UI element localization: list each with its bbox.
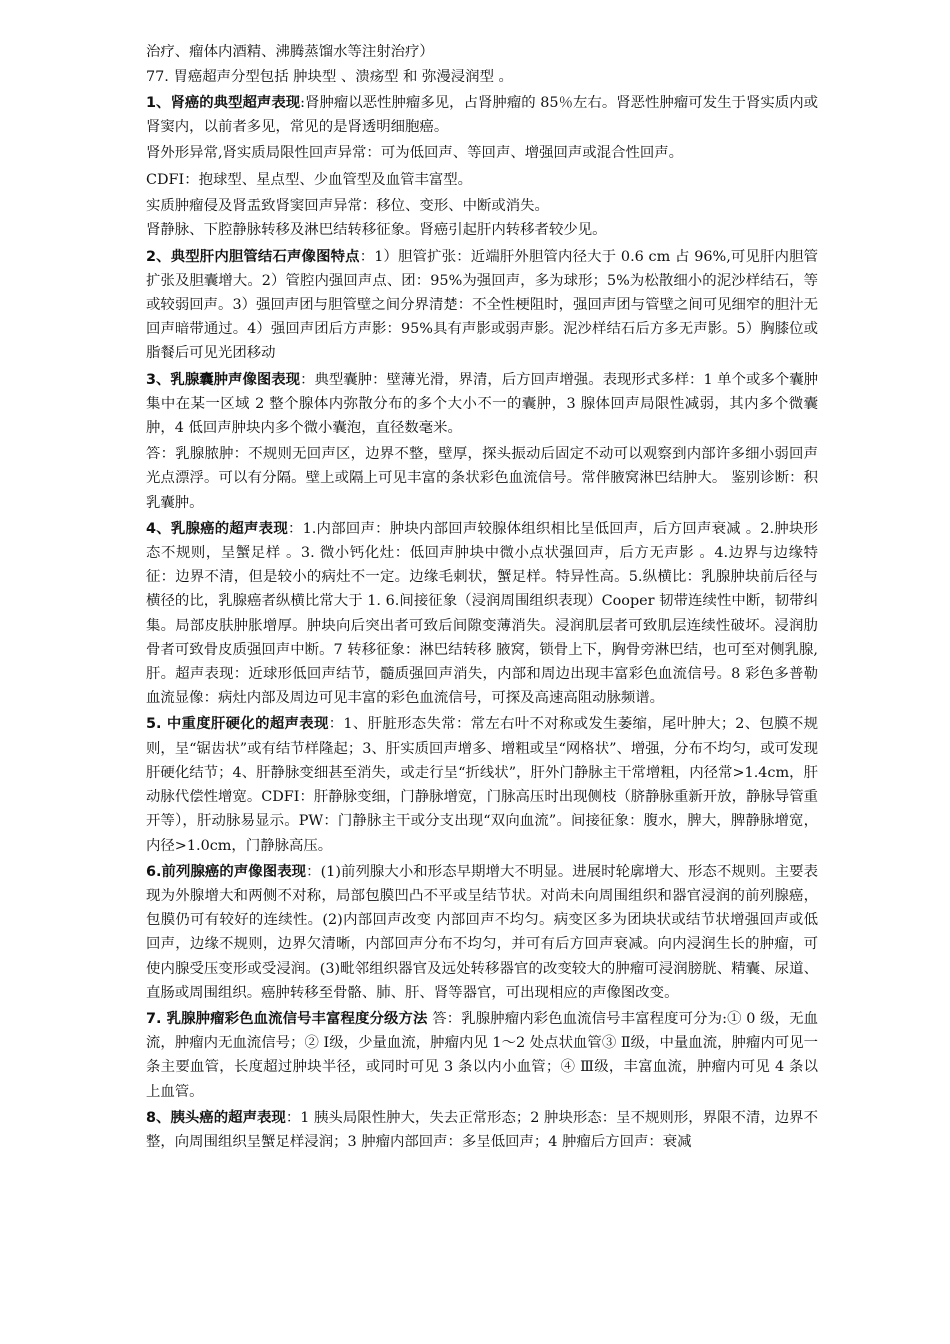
paragraph-5-body: 实质肿瘤侵及肾盂致肾窦回声异常：移位、变形、中断或消失。 [146,197,549,214]
paragraph-0 [146,40,818,64]
paragraph-2-heading: 1、肾癌的典型超声表现 [146,94,301,111]
paragraph-14-heading: 8、胰头癌的超声表现 [146,1109,286,1126]
paragraph-12-body: ：(1)前列腺大小和形态早期增大不明显。进展时轮廓增大、形态不规则。主要表现为外腺增大和两侧不对称，局部包膜凹凸不平或呈结节状。对尚未向周围组织和器官浸润的前列腺癌，包膜仍可有较好的连续性。(2)内部回声改变 内部回声不均匀。病变区多为团块状或结节状增强回声或低回声，边缘不规则，边界欠清晰，内部回声分布不均匀，并可有后方回声衰减。向内浸润生长的肿瘤，可使内腺受压变形或受浸润。(3)毗邻组织器官及远处转移器官的改变较大的肿瘤可浸润膀胱、精囊、尿道、直肠或周围组织。癌肿转移至骨骼、肺、肝、肾等器官，可出现相应的声像图改变。 [146,863,818,1001]
paragraph-11-body: ：1、肝脏形态失常：常左右叶不对称或发生萎缩，尾叶肿大；2、包膜不规则，呈“锯齿状”或有结节样隆起；3、肝实质回声增多、增粗或呈“网格状”、增强，分布不均匀，或可发现肝硬化结节；4、肝静脉变细甚至消失，或走行呈“折线状”，肝外门静脉主干常增粗，内径常>1.4cm，肝动脉代偿性增宽。CDFI：肝静脉变细，门静脉增宽，门脉高压时出现侧枝（脐静脉重新开放，静脉导管重开等），肝动脉易显示。PW：门静脉主干或分支出现“双向血流”。间接征象：腹水，脾大，脾静脉增宽，内径>1.0cm，门静脉高压。 [146,716,818,854]
paragraph-7-heading: 2、典型肝内胆管结石声像图特点 [146,248,360,265]
paragraph-9-body: 答：乳腺脓肿：不规则无回声区，边界不整，壁厚，探头振动后固定不动可以观察到内部许多细小弱回声光点漂浮。可以有分隔。壁上或隔上可见丰富的条状彩色血流信号。常伴腋窝淋巴结肿大。 鉴别诊断：积乳囊肿。 [146,446,818,511]
paragraph-12-heading: 6.前列腺癌的声像图表现 [146,863,307,880]
paragraph-7-body: ：1）胆管扩张：近端肝外胆管内径大于 0.6 cm 占 96%,可见肝内胆管扩张及胆囊增大。2）管腔内强回声点、团：95%为强回声，多为球形；5%为松散细小的泥沙样结石，等或较弱回声。3）强回声团与胆管壁之间分界清楚：不全性梗阻时，强回声团与管壁之间可见细窄的胆汁无回声暗带通过。4）强回声团后方声影：95%具有声影或弱声影。泥沙样结石后方多无声影。5）胸膝位或脂餐后可见光团移动 [146,248,819,362]
paragraph-2 [146,91,818,139]
paragraph-13 [146,1007,818,1104]
paragraph-14-body: ：1 胰头局限性肿大，失去正常形态；2 肿块形态：呈不规则形，界限不清，边界不整，向周围组织呈蟹足样浸润；3 肿瘤内部回声：多呈低回声；4 肿瘤后方回声：衰减 [146,1109,818,1150]
paragraph-11 [146,712,818,857]
paragraph-8-body: ：典型囊肿：壁薄光滑，界清，后方回声增强。表现形式多样：1 单个或多个囊肿集中在某一区域 2 整个腺体内弥散分布的多个大小不一的囊肿，3 腺体回声局限性减弱，其内多个微囊肿，4 低回声肿块内多个微小囊泡，直径数毫米。 [146,371,819,437]
paragraph-10 [146,517,818,711]
paragraph-13-heading: 7. 乳腺肿瘤彩色血流信号丰富程度分级方法 [146,1010,428,1027]
paragraph-4 [146,168,818,192]
paragraph-14 [146,1106,818,1154]
paragraph-13-body: 答：乳腺肿瘤内彩色血流信号丰富程度可分为:① 0 级，无血流，肿瘤内无血流信号；② Ⅰ级，少量血流，肿瘤内见 1～2 处点状血管③ Ⅱ级，中量血流，肿瘤内可见一条主要血管，长度超过肿块半径，或同时可见 3 条以内小血管；④ Ⅲ级，丰富血流，肿瘤内可见 4 条以上血管。 [146,1010,818,1100]
paragraph-4-body: CDFI：抱球型、星点型、少血管型及血管丰富型。 [146,171,473,188]
paragraph-0-body: 治疗、瘤体内酒精、沸腾蒸馏水等注射治疗） [146,44,434,60]
paragraph-2-body: :肾肿瘤以恶性肿瘤多见，占肾肿瘤的 85％左右。肾恶性肿瘤可发生于肾实质内或肾窦内，以前者多见，常见的是肾透明细胞癌。 [146,94,818,136]
paragraph-1 [146,65,818,89]
paragraph-6 [146,218,818,242]
paragraph-12 [146,860,818,1005]
paragraph-8 [146,368,818,441]
paragraph-10-body: ：1.内部回声：肿块内部回声较腺体组织相比呈低回声，后方回声衰减 。2.肿块形态不规则，呈蟹足样 。3. 微小钙化灶：低回声肿块中微小点状强回声，后方无声影 。4.边界与边缘特征：边界不清，但是较小的病灶不一定。边缘毛刺状，蟹足样。特异性高。5.纵横比：乳腺肿块前后径与横径的比，乳腺癌者纵横比常大于 1. 6.间接征象（浸润周围组织表现）Cooper 韧带连续性中断，韧带纠集。局部皮肤肿胀增厚。肿块向后突出者可致后间隙变薄消失。浸润肌层者可致肌层连续性破坏。浸润肋骨者可致骨皮质强回声中断。7 转移征象：淋巴结转移 腋窝，锁骨上下，胸骨旁淋巴结，也可至对侧乳腺,肝。超声表现：近球形低回声结节，髓质强回声消失，内部和周边出现丰富彩色血流信号。8 彩色多普勒血流显像：病灶内部及周边可见丰富的彩色血流信号，可探及高速高阻动脉频谱。 [146,520,818,707]
paragraph-1-body: 77. 胃癌超声分型包括 肿块型 、溃疡型 和 弥漫浸润型 。 [146,68,513,85]
paragraph-5 [146,194,818,218]
paragraph-3-body: 肾外形异常,肾实质局限性回声异常：可为低回声、等回声、增强回声或混合性回声。 [146,145,684,162]
paragraph-9 [146,442,818,515]
paragraph-3 [146,141,818,165]
paragraph-10-heading: 4、乳腺癌的超声表现 [146,520,288,537]
paragraph-11-heading: 5. 中重度肝硬化的超声表现 [146,716,329,733]
paragraph-6-body: 肾静脉、下腔静脉转移及淋巴结转移征象。肾癌引起肝内转移者较少见。 [146,222,607,239]
paragraph-8-heading: 3、乳腺囊肿声像图表现 [146,371,301,388]
paragraph-7 [146,245,818,366]
